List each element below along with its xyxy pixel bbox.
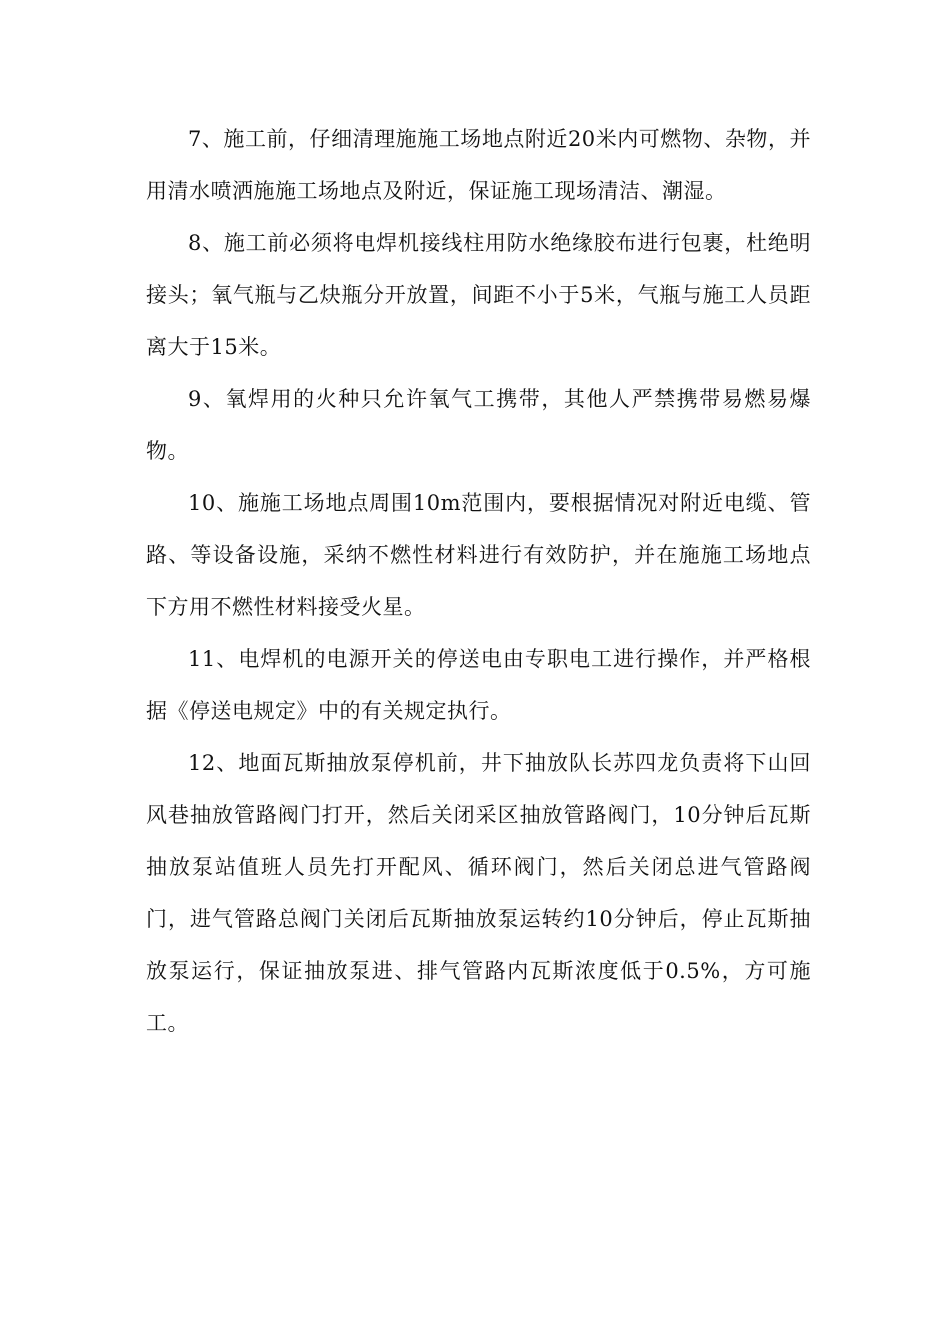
paragraph-9: 9、氧焊用的火种只允许氧气工携带，其他人严禁携带易燃易爆物。	[146, 387, 811, 463]
paragraph-11: 11、电焊机的电源开关的停送电由专职电工进行操作，并严格根据《停送电规定》中的有关规定执行。	[146, 647, 811, 723]
document-body	[146, 113, 811, 1049]
paragraph-7: 7、施工前，仔细清理施施工场地点附近20米内可燃物、杂物，并用清水喷洒施施工场地点及附近，保证施工现场清洁、潮湿。	[146, 127, 811, 203]
paragraph-8: 8、施工前必须将电焊机接线柱用防水绝缘胶布进行包裹，杜绝明接头；氧气瓶与乙炔瓶分开放置，间距不小于5米，气瓶与施工人员距离大于15米。	[146, 231, 811, 359]
paragraph-12: 12、地面瓦斯抽放泵停机前，井下抽放队长苏四龙负责将下山回风巷抽放管路阀门打开，然后关闭采区抽放管路阀门，10分钟后瓦斯抽放泵站值班人员先打开配风、循环阀门，然后关闭总进气管路阀门，进气管路总阀门关闭后瓦斯抽放泵运转约10分钟后，停止瓦斯抽放泵运行，保证抽放泵进、排气管路内瓦斯浓度低于0.5%，方可施工。	[146, 751, 811, 1035]
paragraph-10: 10、施施工场地点周围10m范围内，要根据情况对附近电缆、管路、等设备设施，采纳不燃性材料进行有效防护，并在施施工场地点下方用不燃性材料接受火星。	[146, 491, 811, 619]
